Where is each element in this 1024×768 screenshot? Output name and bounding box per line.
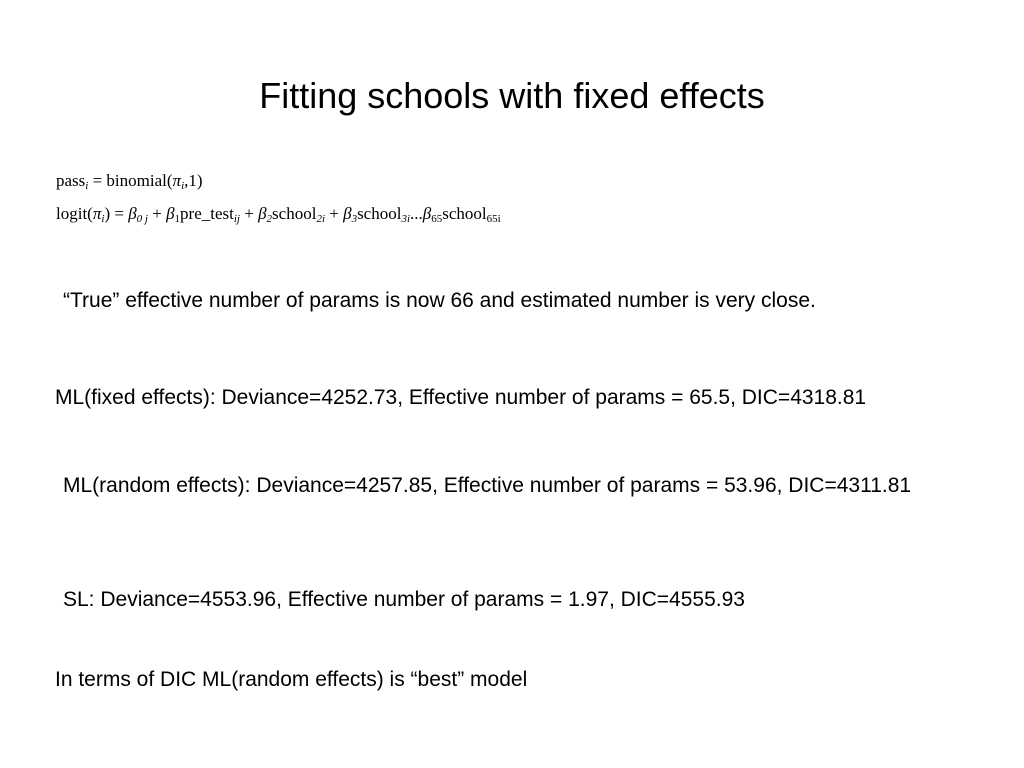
- eq2-beta0: β: [128, 204, 137, 223]
- paragraph-ml-random: ML(random effects): Deviance=4257.85, Effective number of params = 53.96, DIC=4311.81: [63, 474, 912, 497]
- eq2-school3-sub: 3i: [401, 213, 411, 225]
- equation-logit: [56, 204, 501, 224]
- eq1-rhs-post: ,1): [184, 171, 203, 190]
- eq2-school65-sub: 65i: [486, 213, 501, 225]
- eq2-school2-sub: 2i: [316, 213, 325, 225]
- eq1-pi: π: [172, 171, 182, 190]
- eq2-beta1: β: [166, 204, 175, 223]
- eq2-pi-sub: i: [101, 213, 105, 225]
- eq2-logit-close: ) =: [104, 204, 129, 223]
- eq1-pi-sub: i: [181, 180, 185, 192]
- eq2-beta0-sub: 0 j: [136, 213, 148, 225]
- paragraph-sl: SL: Deviance=4553.96, Effective number of params = 1.97, DIC=4555.93: [63, 588, 745, 611]
- eq2-beta65: β: [422, 204, 432, 223]
- slide-title: Fitting schools with fixed effects: [259, 75, 765, 116]
- eq2-beta2: β: [258, 204, 267, 223]
- eq2-school3: school: [357, 204, 402, 223]
- eq2-pretest-sub: ij: [233, 213, 240, 225]
- eq2-beta65-sub: 65: [431, 213, 443, 225]
- eq1-lhs-sub: i: [85, 180, 89, 192]
- eq2-school65: school: [442, 204, 487, 223]
- eq2-logit-open: logit(: [56, 204, 93, 223]
- eq1-lhs: pass: [56, 171, 86, 190]
- eq2-pretest: pre_test: [180, 204, 234, 223]
- eq2-ellipsis: ...: [410, 204, 423, 223]
- eq2-plus-1: +: [147, 204, 167, 223]
- eq2-pi: π: [92, 204, 102, 223]
- eq2-plus-3: +: [325, 204, 344, 223]
- paragraph-true-params: “True” effective number of params is now 66 and estimated number is very close.: [63, 289, 816, 312]
- eq2-beta2-sub: 2: [266, 213, 273, 225]
- eq2-beta3: β: [343, 204, 352, 223]
- eq2-plus-2: +: [239, 204, 259, 223]
- paragraph-conclusion: In terms of DIC ML(random effects) is “best” model: [55, 668, 528, 691]
- eq2-beta1-sub: 1: [174, 213, 181, 225]
- eq1-rhs-pre: = binomial(: [92, 171, 173, 190]
- eq2-beta3-sub: 3: [351, 213, 358, 225]
- paragraph-ml-fixed: ML(fixed effects): Deviance=4252.73, Effective number of params = 65.5, DIC=4318.81: [55, 386, 867, 409]
- eq2-school2: school: [272, 204, 317, 223]
- equation-binomial: [56, 171, 203, 191]
